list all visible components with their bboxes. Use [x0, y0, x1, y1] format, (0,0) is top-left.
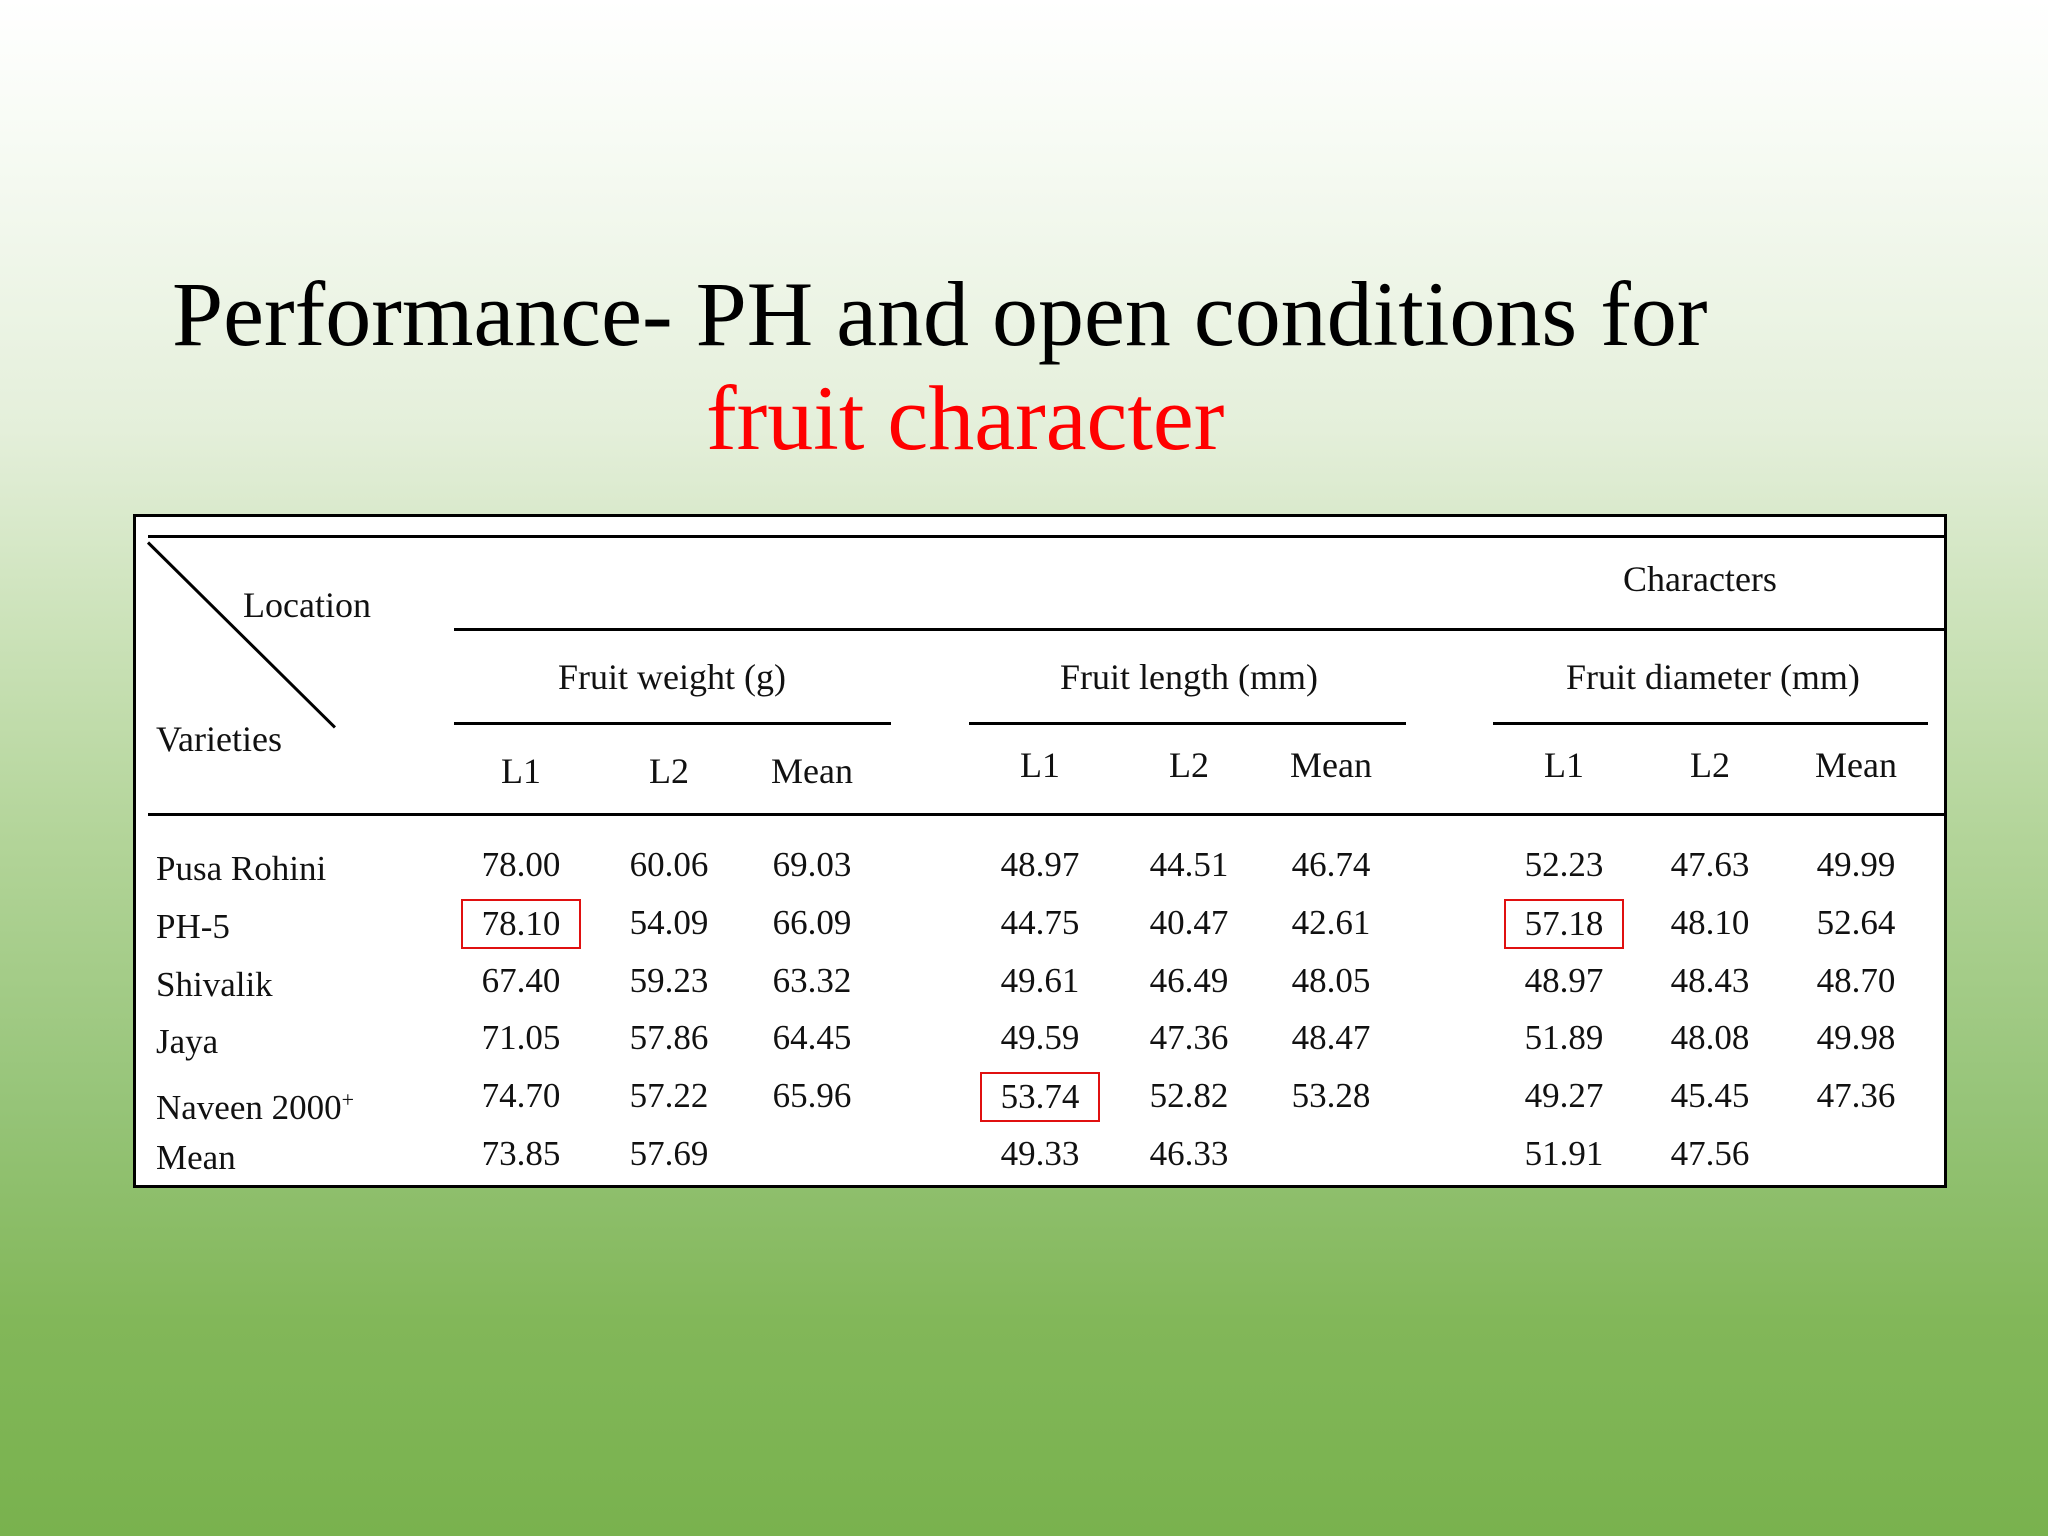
table-cell: 47.63	[1670, 845, 1750, 884]
table-cell: 46.49	[1149, 961, 1229, 1000]
subheader-l1-col-7: L1	[1544, 745, 1584, 785]
subheader-l1-col-1: L1	[501, 751, 541, 791]
table-cell: 49.59	[1000, 1018, 1080, 1057]
fruit-length-rule	[969, 722, 1406, 725]
table-cell: 48.70	[1816, 961, 1896, 1000]
slide-title	[0, 262, 2048, 470]
table-cell: 59.23	[629, 961, 709, 1000]
variety-name: Naveen 2000	[156, 1088, 342, 1127]
table-cell: 47.56	[1670, 1134, 1750, 1173]
table-cell: 51.91	[1524, 1134, 1604, 1173]
table-cell: 67.40	[481, 961, 561, 1000]
variety-name: Jaya	[156, 1022, 219, 1061]
corner-diagonal-line	[147, 541, 336, 728]
variety-name: Shivalik	[156, 965, 273, 1004]
variety-name: Mean	[156, 1138, 236, 1177]
title-line-2-highlight: fruit character	[706, 367, 1225, 469]
table-cell: 48.97	[1524, 961, 1604, 1000]
table-cell: 49.98	[1816, 1018, 1896, 1057]
fruit-diameter-rule	[1493, 722, 1928, 725]
table-cell: 78.00	[481, 845, 561, 884]
group-header-fruit-length: Fruit length (mm)	[1060, 657, 1318, 697]
table-cell: 46.74	[1291, 845, 1371, 884]
table-cell: 42.61	[1291, 903, 1371, 942]
subheader-l2-col-5: L2	[1169, 745, 1209, 785]
group-header-fruit-weight: Fruit weight (g)	[558, 657, 786, 697]
variety-name: Pusa Rohini	[156, 849, 327, 888]
table-cell: 57.69	[629, 1134, 709, 1173]
row-pusa-rohini-label	[156, 849, 326, 889]
table-cell: 49.33	[1000, 1134, 1080, 1173]
subheader-l2-col-8: L2	[1690, 745, 1730, 785]
table-cell: 48.08	[1670, 1018, 1750, 1057]
title-line-1: Performance- PH and open conditions for	[172, 263, 1708, 365]
corner-varieties-label: Varieties	[156, 719, 282, 759]
table-cell: 49.27	[1524, 1076, 1604, 1115]
table-cell: 64.45	[772, 1018, 852, 1057]
characters-header: Characters	[1623, 559, 1777, 599]
table-cell: 40.47	[1149, 903, 1229, 942]
row-jaya-label	[156, 1022, 218, 1062]
table-cell: 49.99	[1816, 845, 1896, 884]
variety-name: PH-5	[156, 907, 230, 946]
table-cell: 54.09	[629, 903, 709, 942]
table-cell: 52.64	[1816, 903, 1896, 942]
highlighted-cell: 53.74	[980, 1072, 1100, 1122]
table-cell: 48.05	[1291, 961, 1371, 1000]
table-cell: 60.06	[629, 845, 709, 884]
table-cell: 48.10	[1670, 903, 1750, 942]
table-cell: 73.85	[481, 1134, 561, 1173]
highlighted-cell: 78.10	[461, 899, 581, 949]
subheader-mean-col-3: Mean	[771, 751, 853, 791]
corner-location-label: Location	[243, 585, 371, 625]
table-cell: 63.32	[772, 961, 852, 1000]
fruit-weight-rule	[454, 722, 891, 725]
table-cell: 52.82	[1149, 1076, 1229, 1115]
table-cell: 53.28	[1291, 1076, 1371, 1115]
table-cell: 47.36	[1149, 1018, 1229, 1057]
data-table	[133, 514, 1947, 1188]
table-cell: 48.43	[1670, 961, 1750, 1000]
header-bottom-rule	[148, 813, 1947, 816]
table-cell: 49.61	[1000, 961, 1080, 1000]
table-cell: 57.22	[629, 1076, 709, 1115]
table-cell: 69.03	[772, 845, 852, 884]
highlighted-cell: 57.18	[1504, 899, 1624, 949]
table-cell: 44.51	[1149, 845, 1229, 884]
table-cell: 74.70	[481, 1076, 561, 1115]
table-cell: 51.89	[1524, 1018, 1604, 1057]
table-cell: 52.23	[1524, 845, 1604, 884]
table-cell: 66.09	[772, 903, 852, 942]
table-top-rule	[148, 535, 1947, 538]
table-cell: 44.75	[1000, 903, 1080, 942]
table-cell: 46.33	[1149, 1134, 1229, 1173]
subheader-l2-col-2: L2	[649, 751, 689, 791]
row-naveen-2000-label	[156, 1080, 354, 1128]
row-mean-label	[156, 1138, 236, 1178]
table-cell: 57.86	[629, 1018, 709, 1057]
table-cell: 47.36	[1816, 1076, 1896, 1115]
subheader-mean-col-6: Mean	[1290, 745, 1372, 785]
table-cell: 48.47	[1291, 1018, 1371, 1057]
row-shivalik-label	[156, 965, 273, 1005]
table-cell: 71.05	[481, 1018, 561, 1057]
subheader-mean-col-9: Mean	[1815, 745, 1897, 785]
table-cell: 48.97	[1000, 845, 1080, 884]
row-ph-5-label	[156, 907, 230, 947]
table-cell: 65.96	[772, 1076, 852, 1115]
table-cell: 45.45	[1670, 1076, 1750, 1115]
variety-superscript: +	[341, 1087, 355, 1112]
subheader-l1-col-4: L1	[1020, 745, 1060, 785]
characters-rule	[454, 628, 1947, 631]
group-header-fruit-diameter: Fruit diameter (mm)	[1566, 657, 1860, 697]
